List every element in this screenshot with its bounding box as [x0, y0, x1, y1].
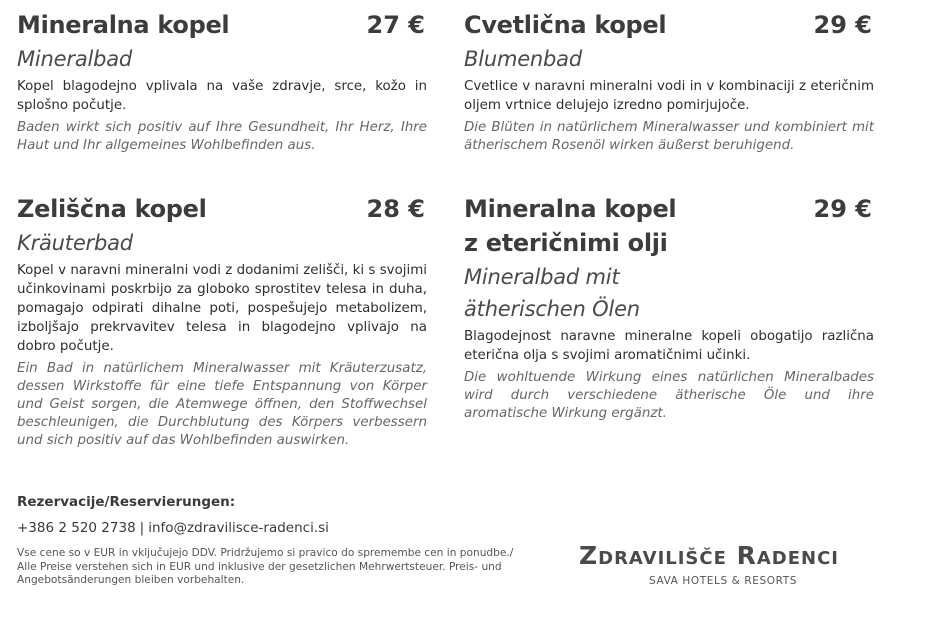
- contact-separator: |: [139, 520, 145, 536]
- item-subtitle: Mineralbad: [17, 47, 133, 71]
- item-description-german: Die wohltuende Wirkung eines natürlichen Mineralbades wird durch verschiedene ätherische Öle und ihre aromatische Wirkung ergänzt.: [464, 370, 874, 421]
- menu-item-header: [17, 192, 427, 226]
- menu-item-mineral-bath: [17, 8, 427, 155]
- item-description-slovenian: Cvetlice v naravni mineralni vodi in v kombinaciji z eteričnim oljem vrtnice delujejo izredno pomirjujoče.: [464, 79, 874, 113]
- price-disclaimer: [17, 547, 542, 588]
- menu-item-mineral-bath-essential-oils: [464, 192, 874, 423]
- item-description-slovenian: Kopel v naravni mineralni vodi z dodanimi zelišči, ki s svojimi učinkovinami poskrbijo za globoko sprostitev telesa in duha, pomagajo odpirati dihalne poti, pospešujejo metabolizem, izboljšajo prekrvavitev telesa in blagodejno vplivajo na dobro počutje.: [17, 263, 427, 354]
- menu-item-header: [464, 8, 874, 42]
- email-address: info@zdravilisce-radenci.si: [148, 520, 329, 536]
- item-title: Mineralna kopel: [17, 11, 230, 39]
- menu-item-flower-bath: [464, 8, 874, 155]
- item-description-slovenian: Blagodejnost naravne mineralne kopeli obogatijo različna eterična olja s svojimi aromatičnimi učinki.: [464, 329, 874, 363]
- reservations-contact: [17, 518, 437, 538]
- disclaimer-line: Angebotsänderungen bleiben vorbehalten.: [17, 574, 245, 586]
- disclaimer-line: Vse cene so v EUR in vključujejo DDV. Pridržujemo si pravico do spremembe cen in ponudbe./: [17, 547, 514, 559]
- menu-item-herbal-bath: [17, 192, 427, 450]
- item-description-german: Baden wirkt sich positiv auf Ihre Gesundheit, Ihr Herz, Ihre Haut und Ihr allgemeines Wohlbefinden aus.: [17, 120, 427, 153]
- reservations-label: Rezervacije/Reservierungen:: [17, 494, 236, 510]
- item-subtitle: Mineralbad mit ätherischen Ölen: [464, 265, 640, 321]
- brand-name: Zdravilišče Radenci: [579, 541, 839, 570]
- item-price: 29 €: [813, 195, 872, 223]
- item-price: 27 €: [366, 11, 425, 39]
- menu-item-header: [17, 8, 427, 42]
- item-price: 28 €: [366, 195, 425, 223]
- item-price: 29 €: [813, 11, 872, 39]
- item-title: Zeliščna kopel: [17, 195, 207, 223]
- brand-tagline: SAVA HOTELS & RESORTS: [649, 575, 798, 587]
- item-description-german: Die Blüten in natürlichem Mineralwasser und kombiniert mit ätherischem Rosenöl wirken äußerst beruhigend.: [464, 120, 874, 153]
- item-title: Mineralna kopel z eteričnimi olji: [464, 195, 677, 257]
- item-title: Cvetlična kopel: [464, 11, 667, 39]
- disclaimer-line: Alle Preise verstehen sich in EUR und inklusive der gesetzlichen Mehrwertsteuer. Preis- und: [17, 560, 502, 573]
- menu-item-header: [464, 192, 874, 260]
- reservations-block: [17, 492, 437, 538]
- item-description-german: Ein Bad in natürlichem Mineralwasser mit Kräuterzusatz, dessen Wirkstoffe für eine tiefe Entspannung von Körper und Geist sorgen, die Atemwege öffnen, den Stoffwechsel beschleunigen, die Durchblutung des Körpers verbessern und sich positiv auf das Wohlbefinden auswirken.: [17, 361, 427, 448]
- item-subtitle: Kräuterbad: [17, 231, 133, 255]
- phone-number: +386 2 520 2738: [17, 520, 136, 536]
- item-subtitle: Blumenbad: [464, 47, 582, 71]
- brand-logo: [579, 540, 869, 588]
- item-description-slovenian: Kopel blagodejno vplivala na vaše zdravje, srce, kožo in splošno počutje.: [17, 79, 427, 113]
